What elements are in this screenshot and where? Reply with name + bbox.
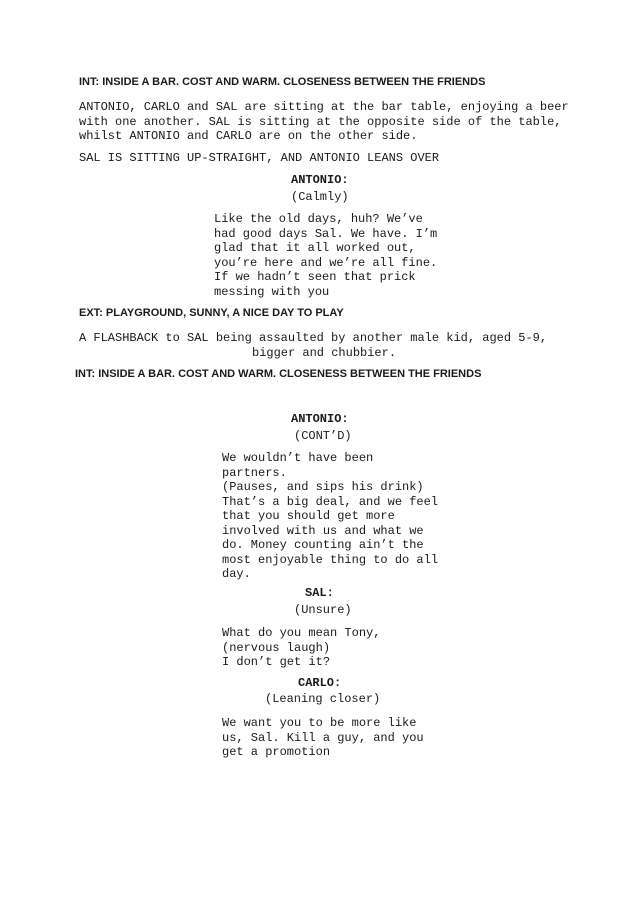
dialogue-line: involved with us and what we (222, 523, 424, 538)
scene-heading: INT: INSIDE A BAR. COST AND WARM. CLOSENESS BETWEEN THE FRIENDS (79, 76, 486, 88)
action-line: whilst ANTONIO and CARLO are on the other side. (79, 129, 418, 143)
dialogue-line: get a promotion (222, 745, 331, 759)
dialogue-line: day. (222, 567, 251, 581)
dialogue-line: that you should get more (222, 509, 395, 523)
parenthetical: (Unsure) (294, 603, 352, 617)
dialogue-line: What do you mean Tony, (222, 626, 381, 640)
dialogue-line: you’re here and we’re all fine. (214, 255, 438, 270)
parenthetical: (CONT’D) (294, 429, 352, 443)
dialogue-line: messing with you (214, 284, 330, 299)
dialogue-line: Like the old days, huh? We’ve (214, 212, 423, 226)
dialogue-line: most enjoyable thing to do all (222, 552, 439, 567)
action-line: with one another. SAL is sitting at the opposite side of the table, (79, 114, 562, 129)
dialogue-line: glad that it all worked out, (214, 241, 416, 255)
dialogue-line: us, Sal. Kill a guy, and you (222, 730, 424, 745)
action-line: bigger and chubbier. (252, 346, 397, 360)
parenthetical: (Leaning closer) (265, 692, 381, 706)
character-name: ANTONIO: (291, 173, 349, 187)
dialogue-line: (nervous laugh) (222, 640, 331, 655)
action-block (79, 100, 569, 144)
parenthetical: (Calmly) (291, 190, 349, 204)
dialogue-block (214, 212, 437, 299)
action-line: SAL IS SITTING UP-STRAIGHT, AND ANTONIO LEANS OVER (79, 151, 440, 165)
character-name: CARLO: (298, 676, 342, 690)
dialogue-block (222, 451, 438, 582)
dialogue-line: We wouldn’t have been (222, 451, 374, 465)
character-name: SAL: (305, 586, 334, 600)
dialogue-line: had good days Sal. We have. I’m (214, 226, 438, 241)
dialogue-line: We want you to be more like (222, 716, 417, 730)
dialogue-line: (Pauses, and sips his drink) (222, 480, 424, 494)
scene-heading: INT: INSIDE A BAR. COST AND WARM. CLOSENESS BETWEEN THE FRIENDS (75, 368, 482, 380)
dialogue-line: I don’t get it? (222, 655, 331, 669)
dialogue-line: That’s a big deal, and we feel (222, 494, 439, 509)
dialogue-block (222, 716, 424, 760)
dialogue-block (222, 626, 380, 670)
scene-heading: EXT: PLAYGROUND, SUNNY, A NICE DAY TO PLAY (79, 307, 344, 319)
dialogue-line: partners. (222, 465, 287, 480)
character-name: ANTONIO: (291, 412, 349, 426)
action-line: A FLASHBACK to SAL being assaulted by another male kid, aged 5-9, (79, 331, 548, 345)
dialogue-line: If we hadn’t seen that prick (214, 270, 416, 284)
dialogue-line: do. Money counting ain’t the (222, 538, 424, 552)
action-line: ANTONIO, CARLO and SAL are sitting at the bar table, enjoying a beer (79, 100, 569, 114)
